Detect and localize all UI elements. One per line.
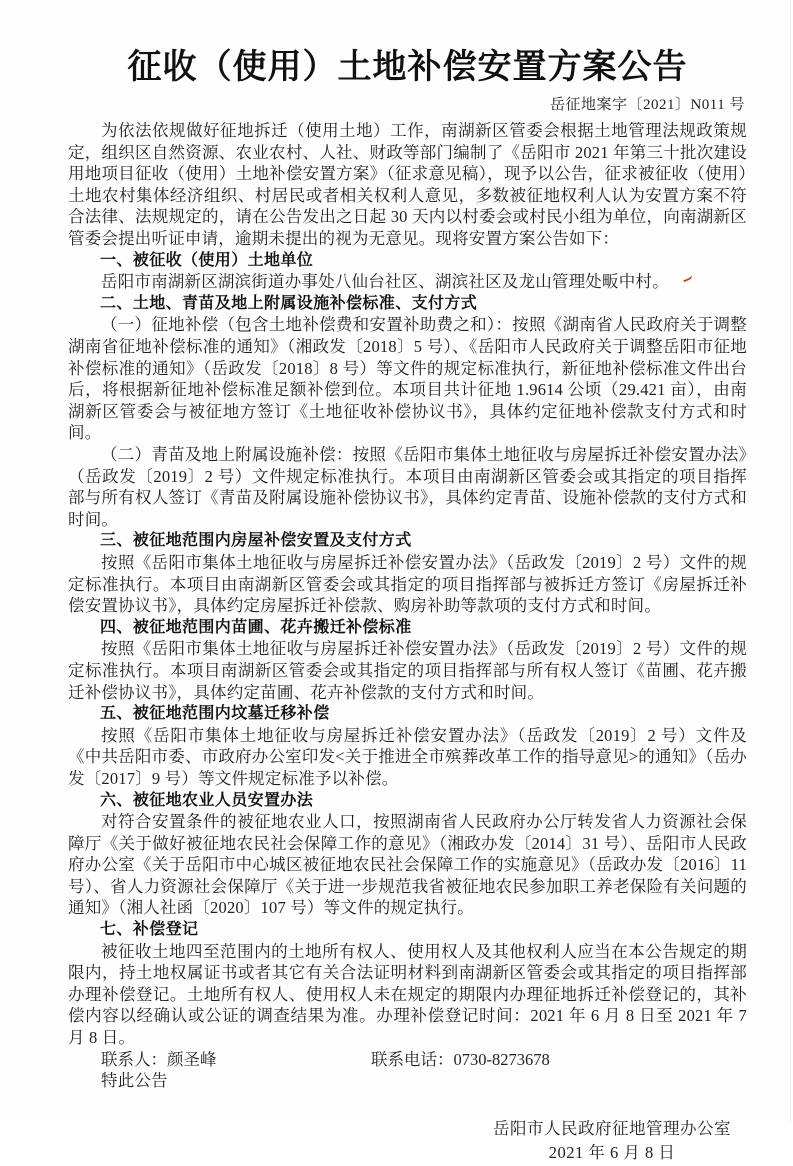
document-body (68, 120, 747, 1092)
issue-date: 2021 年 6 月 8 日 (548, 1142, 676, 1162)
section-7-paragraph: 被征收土地四至范围内的土地所有权人、使用权人及其他权利人应当在本公告规定的期限内，持土地权属证书或者其它有关合法证明材料到南湖新区管委会或其指定的项目指挥部办理补偿登记。土地所有权人、使用权人未在规定的期限内办理征地拆迁补偿登记的，其补偿内容以经确认或公证的调查结果为准。办理补偿登记时间：2021 年 6 月 8 日至 2021 年 7 月 8 日。 (68, 941, 747, 1048)
contact-phone: 联系电话：0730-8273678 (371, 1049, 550, 1069)
section-2-paragraph-2: （二）青苗及地上附属设施补偿：按照《岳阳市集体土地征收与房屋拆迁补偿安置办法》（岳政发〔2019〕2 号）文件规定标准执行。本项目由南湖新区管委会或其指定的项目指挥部与所有权人签订《青苗及附属设施补偿协议书》，具体约定青苗、设施补偿款的支付方式和时间。 (68, 445, 747, 529)
signature-block (68, 1118, 747, 1166)
section-7-heading: 七、补偿登记 (100, 921, 199, 939)
intro-paragraph: 为依法依规做好征地拆迁（使用土地）工作，南湖新区管委会根据土地管理法规政策规定，组织区自然资源、农业农村、人社、财政等部门编制了《岳阳市 2021 年第三十批次建设用地项目征收（使用）土地补偿安置方案》（征求意见稿），现予以公告，征求被征收（使用）土地农村集体经济组织、村居民或者相关权利人意见，多数被征地权利人认为安置方案不符合法律、法规规定的，请在公告发出之日起 30 天内以村委会或村民小组为单位，向南湖新区管委会提出听证申请，逾期未提出的视为无意见。现将安置方案公告如下： (68, 121, 747, 249)
issuing-organization: 岳阳市人民政府征地管理办公室 (493, 1118, 731, 1138)
section-4-heading: 四、被征地范围内苗圃、花卉搬迁补偿标准 (100, 618, 412, 636)
page-title: 征收（使用）土地补偿安置方案公告 (127, 49, 688, 86)
section-3-paragraph: 按照《岳阳市集体土地征收与房屋拆迁补偿安置办法》（岳政发〔2019〕2 号）文件的规定标准执行。本项目由南湖新区管委会或其指定的项目指挥部与被拆迁方签订《房屋拆迁补偿安置协议书》，具体约定房屋拆迁补偿款、购房补助等款项的支付方式和时间。 (68, 552, 747, 616)
section-5-heading: 五、被征地范围内坟墓迁移补偿 (100, 705, 330, 723)
section-2-paragraph-1: （一）征地补偿（包含土地补偿费和安置补助费之和）：按照《湖南省人民政府关于调整湖南省征地补偿标准的通知》（湘政发〔2018〕5 号）、《岳阳市人民政府关于调整岳阳市征地补偿标准的通知》（岳政发〔2018〕8 号）等文件的规定标准执行，新征地补偿标准文件出台后，将根据新征地补偿标准足额补偿到位。本项目共计征地 1.9614 公顷（29.421 亩），由南湖新区管委会与被征地方签订《土地征收补偿协议书》，具体约定征地补偿款支付方式和时间。 (68, 315, 747, 443)
section-3-heading: 三、被征地范围内房屋补偿安置及支付方式 (100, 532, 412, 550)
section-1-heading: 一、被征收（使用）土地单位 (100, 251, 314, 269)
section-4-paragraph: 按照《岳阳市集体土地征收与房屋拆迁补偿安置办法》（岳政发〔2019〕2 号）文件的规定标准执行。本项目南湖新区管委会或其指定的项目指挥部与所有权人签订《苗圃、花卉搬迁补偿协议书》，具体约定苗圃、花卉补偿款的支付方式和时间。 (68, 639, 747, 702)
section-1-paragraph-text: 岳阳市南湖新区湖滨街道办事处八仙台社区、湖滨社区及龙山管理处畈中村。 (101, 272, 669, 292)
section-6-heading: 六、被征地农业人员安置办法 (100, 791, 314, 809)
contact-person: 联系人：颜圣峰 (101, 1049, 217, 1069)
document-number: 岳征地案字〔2021〕N011 号 (549, 97, 745, 114)
scan-edge-artifact (790, 0, 791, 1122)
contact-line (68, 1049, 747, 1071)
section-2-heading: 二、土地、青苗及地上附属设施补偿标准、支付方式 (100, 294, 478, 312)
closing-statement: 特此公告 (101, 1071, 168, 1091)
section-6-paragraph: 对符合安置条件的被征地农业人口，按照湖南省人民政府办公厅转发省人力资源社会保障厅《关于做好被征地农民社会保障工作的意见》（湘政办发〔2014〕31 号）、岳阳市人民政府办公室《关于岳阳市中心城区被征地农民社会保障工作的实施意见》（岳政办发〔2016〕11 号）、省人力资源社会保障厅《关于进一步规范我省被征地农民参加职工养老保险有关问题的通知》（湘人社函〔2020〕107 号）等文件的规定执行。 (68, 812, 747, 918)
section-5-paragraph: 按照《岳阳市集体土地征收与房屋拆迁补偿安置办法》（岳政发〔2019〕2 号）文件及《中共岳阳市委、市政府办公室印发<关于推进全市殡葬改革工作的指导意见>的通知》（岳办发〔2017〕9 号）等文件规定标准予以补偿。 (68, 725, 747, 788)
section-1-paragraph (68, 271, 747, 293)
red-pen-mark-icon (681, 272, 693, 282)
